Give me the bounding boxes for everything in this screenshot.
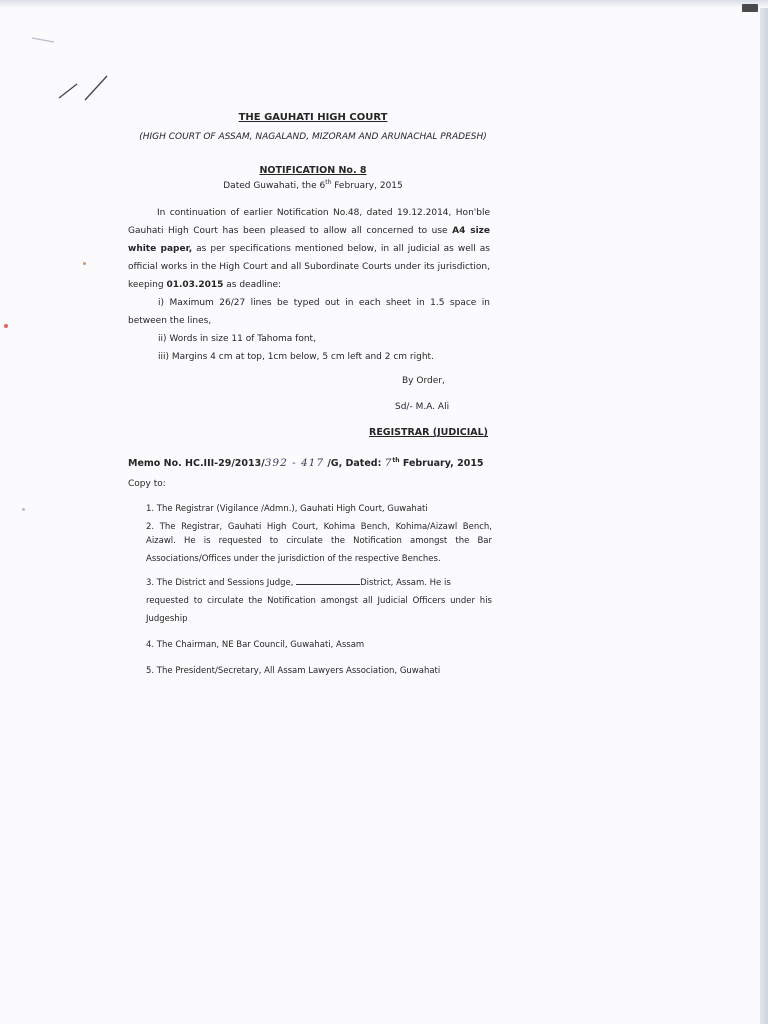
notification-body [128, 204, 490, 366]
dated-suffix: February, 2015 [331, 181, 403, 191]
recipient-item: 5. The President/Secretary, All Assam Lawyers Association, Guwahati [146, 666, 441, 676]
spec-item: i) Maximum 26/27 lines be typed out in each sheet in 1.5 space in [158, 298, 490, 308]
body-line: official works in the High Court and all Subordinate Courts under its jurisdiction, [128, 262, 490, 272]
red-speck [4, 324, 8, 328]
page-edge-shadow [760, 0, 768, 1024]
pencil-stroke-mark [30, 30, 70, 50]
recipient-text: 3. The District and Sessions Judge, [146, 578, 297, 588]
body-bold: A4 size [452, 226, 490, 236]
dated-sup: th [325, 179, 332, 186]
memo-line [128, 457, 484, 470]
recipient-item: 2. The Registrar, Gauhati High Court, Kohima Bench, Kohima/Aizawl Bench, [146, 522, 492, 532]
pen-tick-marks [55, 70, 115, 110]
recipient-list [146, 500, 492, 536]
spec-item: iii) Margins 4 cm at top, 1cm below, 5 cm left and 2 cm right. [158, 352, 434, 362]
dated-prefix: Dated Guwahati, the 6 [223, 181, 326, 191]
body-bold: white paper, [128, 244, 193, 254]
body-text: Gauhati High Court has been pleased to allow all concerned to use [128, 226, 453, 236]
by-order: By Order, [402, 376, 445, 386]
body-line [128, 222, 490, 240]
recipient-line: Aizawl. He is requested to circulate the Notification amongst the Bar [146, 536, 492, 546]
recipient-item: 4. The Chairman, NE Bar Council, Guwahati, Assam [146, 640, 365, 650]
court-title: THE GAUHATI HIGH COURT [238, 112, 388, 123]
dated-line [0, 180, 626, 192]
speck [22, 508, 25, 511]
recipient-line: requested to circulate the Notification amongst all Judicial Officers under his [146, 596, 492, 606]
body-line: In continuation of earlier Notification No.48, dated 19.12.2014, Hon'ble [157, 208, 490, 218]
recipient-line [146, 574, 492, 592]
recipient-line: Judgeship [146, 614, 188, 624]
memo-suffix: February, 2015 [399, 458, 484, 469]
memo-prefix: Memo No. HC.III-29/2013/ [128, 458, 265, 469]
handwritten-range: 392 - 417 [264, 457, 325, 469]
handwritten-day: 7 [384, 457, 393, 469]
recipient-text: District, Assam. He is [360, 578, 451, 588]
notification-title: NOTIFICATION No. 8 [259, 165, 367, 176]
blank-line [296, 575, 360, 585]
day-sup: th [392, 457, 400, 464]
recipient-item: 1. The Registrar (Vigilance /Admn.), Gauhati High Court, Guwahati [146, 504, 428, 514]
body-text: keeping [128, 280, 167, 290]
registrar-designation: REGISTRAR (JUDICIAL) [369, 427, 489, 438]
recipient-continuation [146, 532, 492, 568]
recipient-line: Associations/Offices under the jurisdiction of the respective Benches. [146, 554, 441, 564]
corner-mark [742, 4, 758, 12]
signed-by: Sd/- M.A. Ali [395, 402, 450, 412]
body-text: as deadline: [223, 280, 282, 290]
copy-to-label: Copy to: [128, 479, 166, 489]
recipient-item-3 [146, 574, 492, 628]
court-subtitle: (HIGH COURT OF ASSAM, NAGALAND, MIZORAM AND ARUNACHAL PRADESH) [139, 132, 487, 142]
top-edge-shadow [0, 0, 768, 8]
body-text: as per specifications mentioned below, in all judicial as well as [192, 244, 490, 254]
deadline-date: 01.03.2015 [166, 280, 224, 290]
speck [83, 262, 86, 265]
spec-item-cont: between the lines, [128, 316, 212, 326]
spec-item: ii) Words in size 11 of Tahoma font, [158, 334, 316, 344]
body-line [128, 240, 490, 258]
memo-middle: /G, Dated: [324, 458, 385, 469]
body-line [128, 276, 490, 294]
